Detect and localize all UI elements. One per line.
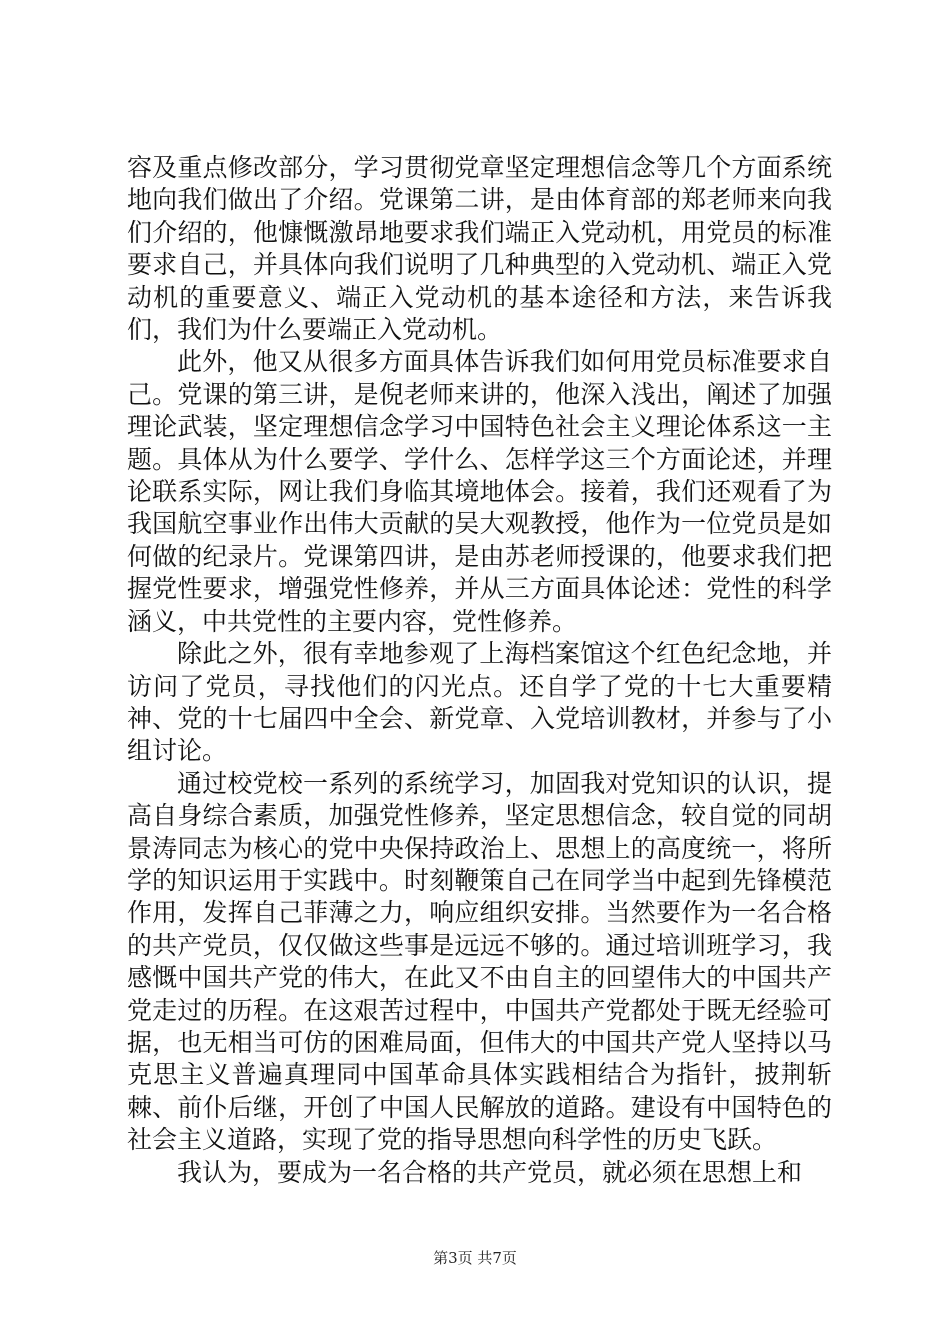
paragraph-continued: 容及重点修改部分，学习贯彻党章坚定理想信念等几个方面系统地向我们做出了介绍。党课第二讲，是由体育部的郑老师来向我们介绍的，他慷慨激昂地要求我们端正入党动机，用党员的标准要求自己，并具体向我们说明了几种典型的入党动机、端正入党动机的重要意义、端正入党动机的基本途径和方法，来告诉我们，我们为什么要端正入党动机。	[127, 153, 832, 345]
page-number-footer: 第3页 共7页	[433, 1249, 517, 1267]
paragraph: 除此之外，很有幸地参观了上海档案馆这个红色纪念地，并访问了党员，寻找他们的闪光点。还自学了党的十七大重要精神、党的十七届四中全会、新党章、入党培训教材，并参与了小组讨论。	[127, 639, 832, 766]
paragraph: 我认为，要成为一名合格的共产党员，就必须在思想上和	[177, 1157, 803, 1187]
document-body	[127, 152, 832, 1189]
paragraph: 此外，他又从很多方面具体告诉我们如何用党员标准要求自己。党课的第三讲，是倪老师来讲的，他深入浅出，阐述了加强理论武装，坚定理想信念学习中国特色社会主义理论体系这一主题。具体从为什么要学、学什么、怎样学这三个方面论述，并理论联系实际，网让我们身临其境地体会。接着，我们还观看了为我国航空事业作出伟大贡献的吴大观教授，他作为一位党员是如何做的纪录片。党课第四讲，是由苏老师授课的，他要求我们把握党性要求，增强党性修养，并从三方面具体论述：党性的科学涵义，中共党性的主要内容，党性修养。	[127, 347, 832, 636]
paragraph: 通过校党校一系列的系统学习，加固我对党知识的认识，提高自身综合素质，加强党性修养，坚定思想信念，较自觉的同胡景涛同志为核心的党中央保持政治上、思想上的高度统一，将所学的知识运用于实践中。时刻鞭策自己在同学当中起到先锋模范作用，发挥自己菲薄之力，响应组织安排。当然要作为一名合格的共产党员，仅仅做这些事是远远不够的。通过培训班学习，我感慨中国共产党的伟大，在此又不由自主的回望伟大的中国共产党走过的历程。在这艰苦过程中，中国共产党都处于既无经验可据，也无相当可仿的困难局面，但伟大的中国共产党人坚持以马克思主义普遍真理同中国革命具体实践相结合为指针，披荆斩棘、前仆后继，开创了中国人民解放的道路。建设有中国特色的社会主义道路，实现了党的指导思想向科学性的历史飞跃。	[127, 768, 832, 1155]
